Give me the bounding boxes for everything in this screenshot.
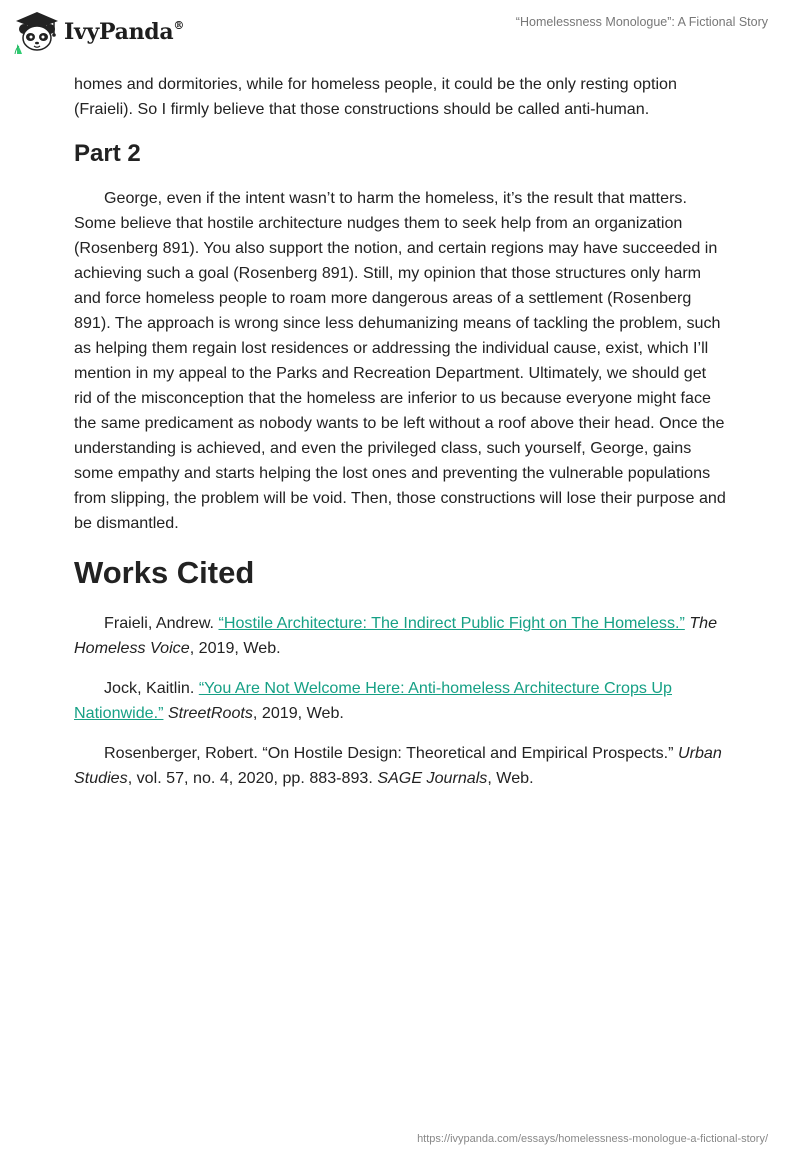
works-cited-heading: Works Cited: [74, 555, 255, 590]
citation-title: “On Hostile Design: Theoretical and Empirical Prospects.”: [262, 744, 674, 762]
citation-author: Fraieli, Andrew.: [104, 614, 219, 632]
document-title: “Homelessness Monologue”: A Fictional Story: [515, 15, 768, 29]
citation-publication: StreetRoots: [167, 704, 253, 722]
citation-link[interactable]: “Hostile Architecture: The Indirect Public Fight on The Homeless.”: [218, 614, 685, 632]
citation-author: Jock, Kaitlin.: [104, 679, 199, 697]
part2-paragraph: George, even if the intent wasn’t to harm the homeless, it’s the result that matters. Some believe that hostile architecture nudges them to seek help from an organization (Rosenberg 891). You also support the notion, and certain regions may have succeeded in achieving such a goal (Rosenberg 891). Still, my opinion that those structures only harm and force homeless people to roam more dangerous areas of a settlement (Rosenberg 891). The approach is wrong since less dehumanizing means of tackling the problem, such as helping them regain lost residences or addressing the individual cause, exist, which I’ll mention in my appeal to the Parks and Recreation Department. Ultimately, we should get rid of the misconception that the homeless are inferior to us because everyone might face the same predicament as nobody wants to be left without a roof above their head. Once the understanding is achieved, and even the privileged class, such yourself, George, gains some empathy and starts helping the lost ones and preventing the vulnerable populations from slipping, the problem will be void. Then, those constructions will lose their purpose and be dismantled.: [74, 189, 726, 532]
citation-journal: Urban Studies: [74, 744, 722, 787]
citation-item: [74, 676, 726, 726]
citation-item: [74, 741, 726, 791]
part2-heading: Part 2: [74, 140, 141, 167]
citation-rest: , 2019, Web.: [189, 639, 281, 657]
brand-name: IvyPanda®: [64, 18, 185, 45]
intro-paragraph: homes and dormitories, while for homeless people, it could be the only resting option (Fraieli). So I firmly believe that those constructions should be called anti-human.: [74, 75, 677, 118]
essay-content: [74, 72, 726, 806]
citation-author: Rosenberger, Robert.: [104, 744, 263, 762]
citation-item: [74, 611, 726, 661]
panda-graduate-icon: [14, 10, 60, 54]
citation-rest: , 2019, Web.: [252, 704, 344, 722]
footer-url[interactable]: https://ivypanda.com/essays/homelessness-monologue-a-fictional-story/: [417, 1133, 768, 1145]
brand-logo[interactable]: [14, 8, 184, 56]
citation-database: SAGE Journals: [377, 769, 488, 787]
citation-details: , vol. 57, no. 4, 2020, pp. 883-893.: [127, 769, 378, 787]
citation-link[interactable]: “You Are Not Welcome Here: Anti-homeless Architecture Crops Up Nationwide.”: [74, 679, 672, 722]
citation-publication: The Homeless Voice: [74, 614, 718, 657]
citation-end: , Web.: [487, 769, 534, 787]
